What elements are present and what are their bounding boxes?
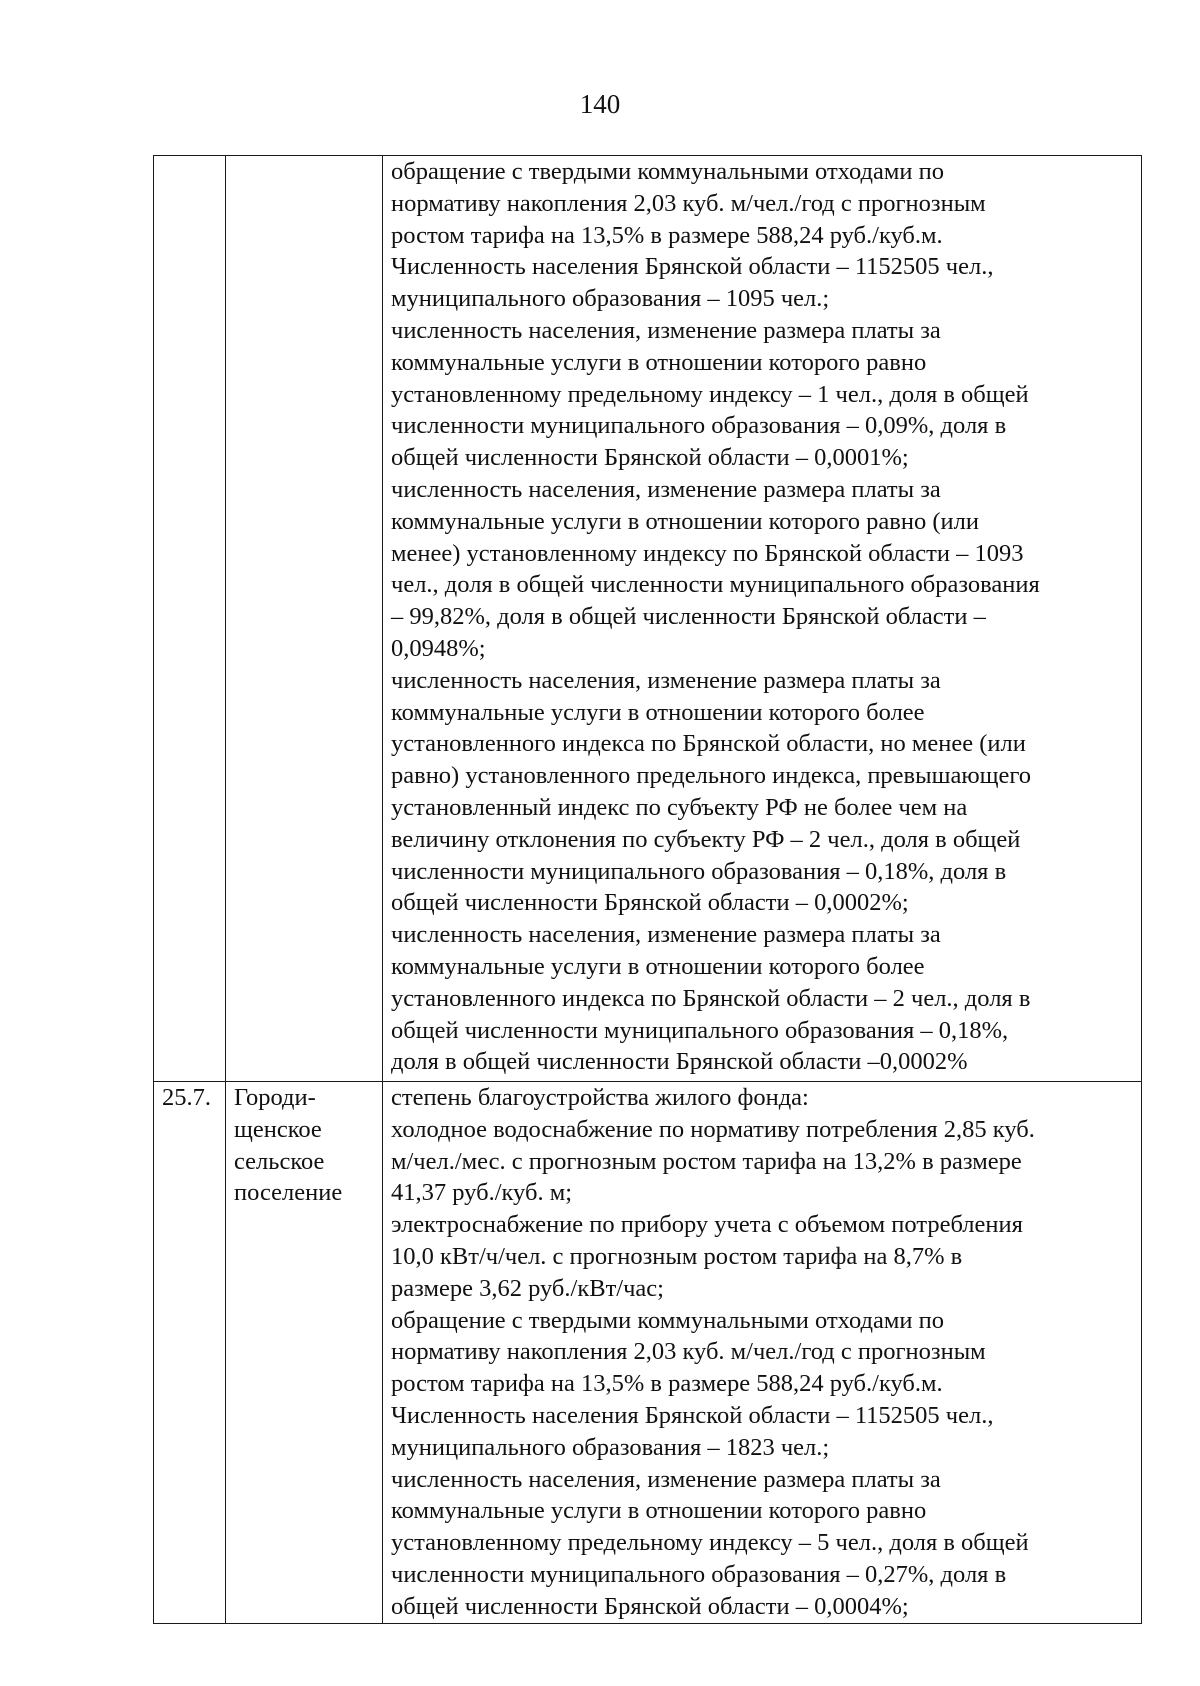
description-cell bbox=[383, 1082, 1142, 1624]
page-number: 140 bbox=[579, 89, 621, 119]
municipality-cell bbox=[226, 156, 383, 1082]
municipality-cell bbox=[226, 1082, 383, 1624]
table-row bbox=[154, 1082, 1142, 1624]
row-number-cell bbox=[154, 156, 226, 1082]
description-text: степень благоустройства жилого фонда: холодное водоснабжение по нормативу потребления 2,85 куб. м/чел./мес. с прогнозным ростом тарифа на 13,2% в размере 41,37 руб./куб. м; электроснабжение по прибору учета с объемом потребления 10,0 кВт/ч/чел. с прогнозным ростом тарифа на 8,7% в размере 3,62 руб./кВт/час; обращение с твердыми коммунальными отходами по нормативу накопления 2,03 куб. м/чел./год с прогнозным ростом тарифа на 13,5% в размере 588,24 руб./куб.м. Численность населения Брянской области – 1152505 чел., муниципального образования – 1823 чел.; численность населения, изменение размера платы за коммунальные услуги в отношении которого равно установленному предельному индексу – 5 чел., доля в общей численности муниципального образования – 0,27%, доля в общей численности Брянской области – 0,0004%; bbox=[391, 1084, 1035, 1620]
data-table bbox=[153, 155, 1142, 1624]
table-row bbox=[154, 156, 1142, 1082]
row-number: 25.7. bbox=[162, 1084, 211, 1111]
municipality-name: Городи- щенское сельское поселение bbox=[234, 1084, 343, 1207]
description-text: обращение с твердыми коммунальными отходами по нормативу накопления 2,03 куб. м/чел./год с прогнозным ростом тарифа на 13,5% в размере 588,24 руб./куб.м. Численность населения Брянской области – 1152505 чел., муниципального образования – 1095 чел.; численность населения, изменение размера платы за коммунальные услуги в отношении которого равно установленному предельному индексу – 1 чел., доля в общей численности муниципального образования – 0,09%, доля в общей численности Брянской области – 0,0001%; численность населения, изменение размера платы за коммунальные услуги в отношении которого равно (или менее) установленному индексу по Брянской области – 1093 чел., доля в общей численности муниципального образования – 99,82%, доля в общей численности Брянской области – 0,0948%; численность населения, изменение размера платы за коммунальные услуги в отношении которого более установленного индекса по Брянской области, но менее (или равно) установленного предельного индекса, превышающего установленный индекс по субъекту РФ не более чем на величину отклонения по субъекту РФ – 2 чел., доля в общей численности муниципального образования – 0,18%, доля в общей численности Брянской области – 0,0002%; численность населения, изменение размера платы за коммунальные услуги в отношении которого более установленного индекса по Брянской области – 2 чел., доля в общей численности муниципального образования – 0,18%, доля в общей численности Брянской области –0,0002% bbox=[391, 158, 1040, 1076]
description-cell bbox=[383, 156, 1142, 1082]
row-number-cell bbox=[154, 1082, 226, 1624]
